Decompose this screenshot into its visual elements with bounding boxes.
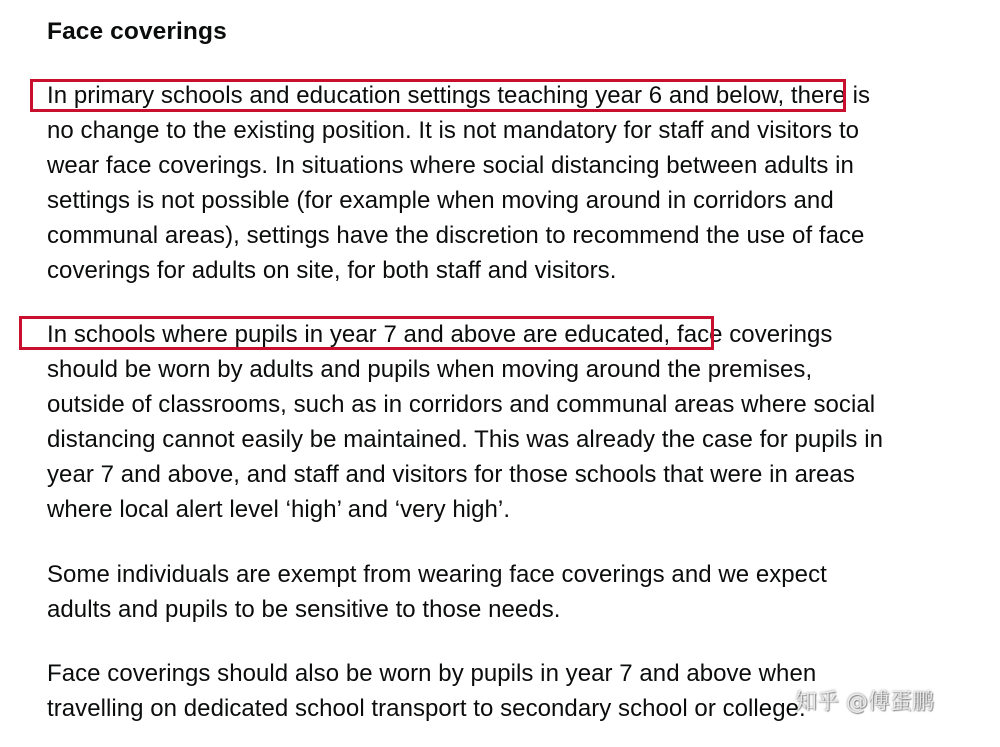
paragraph-line: outside of classrooms, such as in corridors and communal areas where social: [47, 391, 876, 418]
watermark: 知乎 @傅蛋鹏: [795, 690, 934, 715]
paragraph-line: should be worn by adults and pupils when moving around the premises,: [47, 356, 813, 383]
paragraph-secondary-schools: [47, 317, 987, 527]
paragraph-primary-schools: [47, 78, 987, 288]
paragraph-line: In primary schools and education settings teaching year 6 and below, there is: [47, 82, 871, 109]
paragraph-line: where local alert level ‘high’ and ‘very high’.: [47, 496, 511, 523]
paragraph-line: settings is not possible (for example when moving around in corridors and: [47, 187, 834, 214]
paragraph-line: no change to the existing position. It is not mandatory for staff and visitors to: [47, 117, 860, 144]
paragraph-line: adults and pupils to be sensitive to those needs.: [47, 596, 561, 623]
paragraph-line: travelling on dedicated school transport to secondary school or college.: [47, 695, 806, 722]
paragraph-line: Some individuals are exempt from wearing face coverings and we expect: [47, 561, 827, 588]
paragraph-line: year 7 and above, and staff and visitors for those schools that were in areas: [47, 461, 855, 488]
paragraph-line: Face coverings should also be worn by pupils in year 7 and above when: [47, 660, 817, 687]
section-heading: Face coverings: [47, 18, 227, 45]
paragraph-line: In schools where pupils in year 7 and above are educated, face coverings: [47, 321, 833, 348]
paragraph-line: wear face coverings. In situations where social distancing between adults in: [47, 152, 854, 179]
paragraph-line: distancing cannot easily be maintained. This was already the case for pupils in: [47, 426, 883, 453]
paragraph-line: coverings for adults on site, for both staff and visitors.: [47, 257, 617, 284]
paragraph-exemptions: [47, 557, 987, 627]
paragraph-line: communal areas), settings have the discretion to recommend the use of face: [47, 222, 865, 249]
